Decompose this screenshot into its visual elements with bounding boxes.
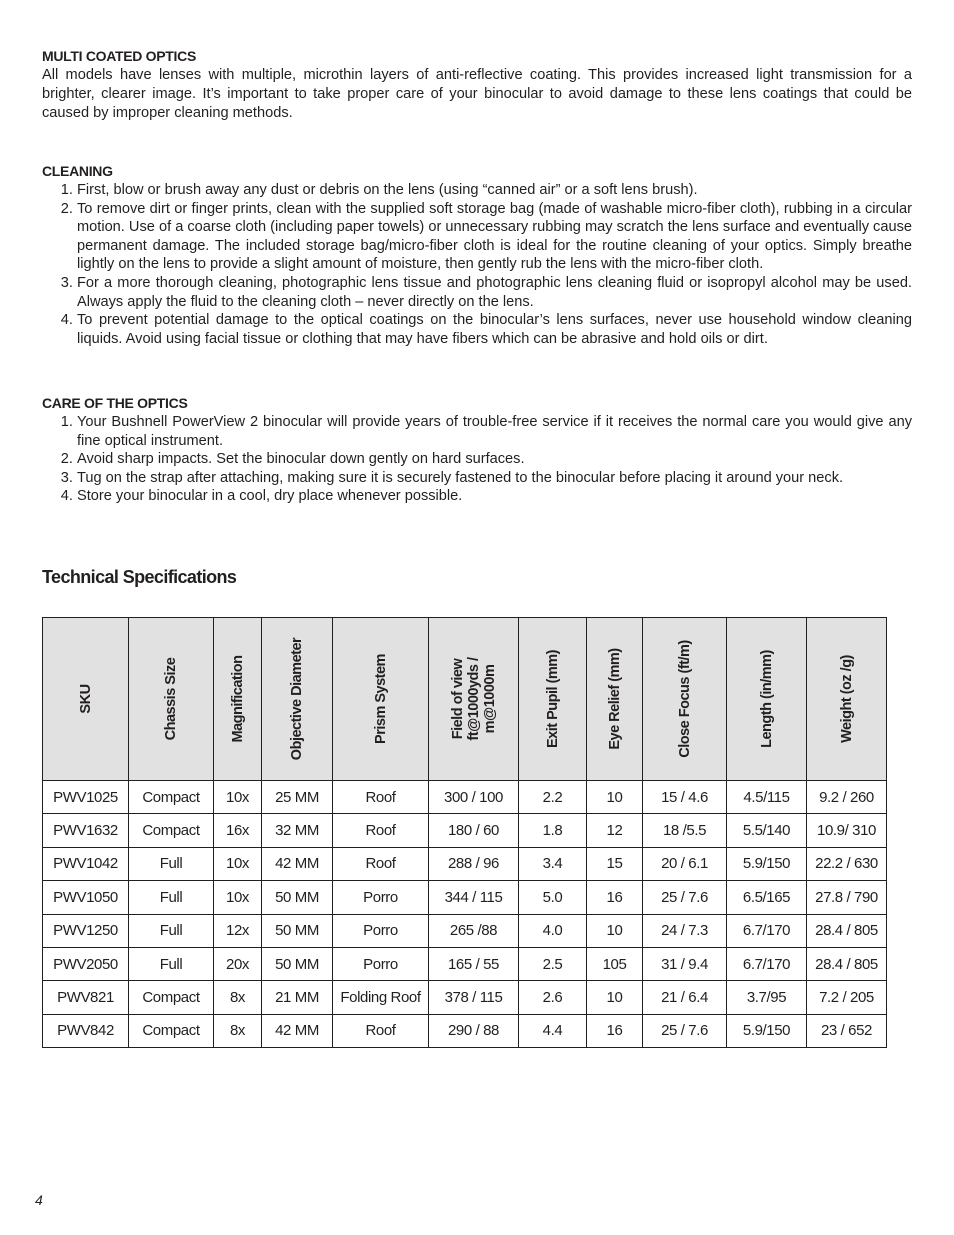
table-cell: 27.8 / 790 <box>807 881 887 914</box>
table-cell: 2.6 <box>519 981 587 1014</box>
table-cell: Full <box>129 847 214 880</box>
table-cell: 50 MM <box>262 947 333 980</box>
table-cell: 16 <box>587 881 643 914</box>
col-header-close-focus <box>643 618 727 781</box>
care-heading: CARE OF THE OPTICS <box>42 395 188 411</box>
table-cell: 290 / 88 <box>429 1014 519 1047</box>
col-header-label: Eye Relief (mm) <box>606 648 623 750</box>
cleaning-list <box>42 181 912 348</box>
cleaning-heading: CLEANING <box>42 163 113 179</box>
col-header-prism <box>333 618 429 781</box>
cleaning-step-1: 1. First, blow or brush away any dust or debris on the lens (using “canned air” or a soft lens brush). <box>77 181 912 200</box>
table-cell: Compact <box>129 1014 214 1047</box>
table-cell: 18 /5.5 <box>643 814 727 847</box>
table-cell: 21 MM <box>262 981 333 1014</box>
table-cell: 24 / 7.3 <box>643 914 727 947</box>
col-header-label: Field of view ft@1000yds / m@1000m <box>449 657 498 741</box>
cleaning-step-4: 4. To prevent potential damage to the optical coatings on the binocular’s lens surfaces, never use household window cleaning liquids. Avoid using facial tissue or clothing that may have fibers which can be abrasive and hold oils or dirt. <box>77 311 912 348</box>
table-cell: 165 / 55 <box>429 947 519 980</box>
table-cell: 12 <box>587 814 643 847</box>
table-cell: 15 / 4.6 <box>643 781 727 814</box>
table-cell: Full <box>129 947 214 980</box>
multi-coated-section <box>42 47 912 123</box>
specs-header-row <box>43 618 887 781</box>
table-row <box>43 981 887 1014</box>
table-cell: 42 MM <box>262 1014 333 1047</box>
table-row <box>43 781 887 814</box>
table-cell: 25 MM <box>262 781 333 814</box>
table-cell: Compact <box>129 781 214 814</box>
table-cell: PWV1025 <box>43 781 129 814</box>
table-cell: 10 <box>587 781 643 814</box>
table-cell: 16 <box>587 1014 643 1047</box>
col-header-label: Close Focus (ft/m) <box>676 640 693 758</box>
table-cell: 5.9/150 <box>727 1014 807 1047</box>
table-cell: 10x <box>214 781 262 814</box>
table-cell: 22.2 / 630 <box>807 847 887 880</box>
specs-body <box>43 781 887 1048</box>
col-header-magnification <box>214 618 262 781</box>
table-cell: Porro <box>333 914 429 947</box>
table-cell: 8x <box>214 981 262 1014</box>
cleaning-section <box>42 162 912 348</box>
col-header-label: SKU <box>77 684 94 714</box>
table-cell: 20 / 6.1 <box>643 847 727 880</box>
col-header-label: Magnification <box>229 655 246 743</box>
col-header-sku <box>43 618 129 781</box>
table-cell: 16x <box>214 814 262 847</box>
table-cell: 7.2 / 205 <box>807 981 887 1014</box>
table-cell: Roof <box>333 847 429 880</box>
col-header-length <box>727 618 807 781</box>
col-header-label: Length (in/mm) <box>758 650 775 748</box>
table-cell: Roof <box>333 814 429 847</box>
multi-coated-heading: MULTI COATED OPTICS <box>42 48 196 64</box>
col-header-weight <box>807 618 887 781</box>
table-cell: PWV2050 <box>43 947 129 980</box>
table-cell: 5.0 <box>519 881 587 914</box>
table-cell: 5.5/140 <box>727 814 807 847</box>
table-cell: 265 /88 <box>429 914 519 947</box>
table-cell: 9.2 / 260 <box>807 781 887 814</box>
table-cell: 344 / 115 <box>429 881 519 914</box>
table-cell: 12x <box>214 914 262 947</box>
care-section <box>42 394 912 506</box>
table-row <box>43 881 887 914</box>
table-cell: PWV1050 <box>43 881 129 914</box>
table-cell: 25 / 7.6 <box>643 881 727 914</box>
cleaning-step-3: 3. For a more thorough cleaning, photographic lens tissue and photographic lens cleaning fluid or isopropyl alcohol may be used. Always apply the fluid to the cleaning cloth – never directly on the lens. <box>77 274 912 311</box>
table-row <box>43 947 887 980</box>
table-cell: 6.7/170 <box>727 947 807 980</box>
table-cell: 20x <box>214 947 262 980</box>
table-cell: 288 / 96 <box>429 847 519 880</box>
specs-table <box>42 617 887 1048</box>
table-cell: PWV1250 <box>43 914 129 947</box>
table-cell: 300 / 100 <box>429 781 519 814</box>
col-header-eye-relief <box>587 618 643 781</box>
table-cell: 42 MM <box>262 847 333 880</box>
table-cell: 32 MM <box>262 814 333 847</box>
col-header-label: Prism System <box>372 654 389 744</box>
table-cell: 50 MM <box>262 881 333 914</box>
table-cell: 25 / 7.6 <box>643 1014 727 1047</box>
col-header-exit-pupil <box>519 618 587 781</box>
table-cell: 10 <box>587 914 643 947</box>
table-cell: 3.7/95 <box>727 981 807 1014</box>
table-cell: 31 / 9.4 <box>643 947 727 980</box>
table-cell: 3.4 <box>519 847 587 880</box>
table-cell: Full <box>129 881 214 914</box>
table-cell: 105 <box>587 947 643 980</box>
table-row <box>43 847 887 880</box>
care-step-4: 4. Store your binocular in a cool, dry place whenever possible. <box>77 487 912 506</box>
specs-title: Technical Specifications <box>42 567 237 587</box>
col-header-label: Objective Diameter <box>289 637 305 761</box>
table-cell: Compact <box>129 814 214 847</box>
table-cell: Roof <box>333 781 429 814</box>
col-header-chassis <box>129 618 214 781</box>
table-cell: Folding Roof <box>333 981 429 1014</box>
table-row <box>43 1014 887 1047</box>
table-cell: 21 / 6.4 <box>643 981 727 1014</box>
table-cell: 2.5 <box>519 947 587 980</box>
table-cell: Porro <box>333 881 429 914</box>
table-cell: 6.7/170 <box>727 914 807 947</box>
table-cell: PWV842 <box>43 1014 129 1047</box>
care-step-2: 2. Avoid sharp impacts. Set the binocular down gently on hard surfaces. <box>77 450 912 469</box>
col-header-objective <box>262 618 333 781</box>
multi-coated-body: All models have lenses with multiple, microthin layers of anti-reflective coating. This provides increased light transmission for a brighter, clearer image. It’s important to take proper care of your binocular to avoid damage to these lens coatings that could be caused by improper cleaning methods. <box>42 67 912 121</box>
table-row <box>43 814 887 847</box>
page-number: 4 <box>35 1192 43 1208</box>
care-list <box>42 413 912 506</box>
table-cell: 5.9/150 <box>727 847 807 880</box>
care-step-1: 1. Your Bushnell PowerView 2 binocular will provide years of trouble-free service if it receives the normal care you would give any fine optical instrument. <box>77 413 912 450</box>
table-cell: 4.4 <box>519 1014 587 1047</box>
table-cell: 180 / 60 <box>429 814 519 847</box>
table-cell: 23 / 652 <box>807 1014 887 1047</box>
table-cell: 4.0 <box>519 914 587 947</box>
table-row <box>43 914 887 947</box>
table-cell: 10 <box>587 981 643 1014</box>
table-cell: 1.8 <box>519 814 587 847</box>
table-cell: 8x <box>214 1014 262 1047</box>
table-cell: PWV1632 <box>43 814 129 847</box>
table-cell: 6.5/165 <box>727 881 807 914</box>
table-cell: Compact <box>129 981 214 1014</box>
care-step-3: 3. Tug on the strap after attaching, making sure it is securely fastened to the binocular before placing it around your neck. <box>77 469 912 488</box>
table-cell: 10x <box>214 847 262 880</box>
cleaning-step-2: 2. To remove dirt or finger prints, clean with the supplied soft storage bag (made of washable micro-fiber cloth), rubbing in a circular motion. Use of a coarse cloth (including paper towels) or unnecessary rubbing may scratch the lens surface and eventually cause permanent damage. The included storage bag/micro-fiber cloth is ideal for the routine cleaning of your optics. Simply breathe lightly on the lens to provide a slight amount of moisture, then gently rub the lens with the micro-fiber cloth. <box>77 200 912 274</box>
col-header-label: Weight (oz /g) <box>838 655 855 743</box>
table-cell: 4.5/115 <box>727 781 807 814</box>
table-cell: Roof <box>333 1014 429 1047</box>
table-cell: 28.4 / 805 <box>807 914 887 947</box>
col-header-label: Exit Pupil (mm) <box>544 649 561 749</box>
table-cell: PWV821 <box>43 981 129 1014</box>
table-cell: 10.9/ 310 <box>807 814 887 847</box>
table-cell: 15 <box>587 847 643 880</box>
table-cell: 28.4 / 805 <box>807 947 887 980</box>
table-cell: 10x <box>214 881 262 914</box>
table-cell: 2.2 <box>519 781 587 814</box>
table-cell: 378 / 115 <box>429 981 519 1014</box>
col-header-label: Chassis Size <box>163 657 179 741</box>
table-cell: 50 MM <box>262 914 333 947</box>
table-cell: Porro <box>333 947 429 980</box>
table-cell: PWV1042 <box>43 847 129 880</box>
table-cell: Full <box>129 914 214 947</box>
col-header-fov <box>429 618 519 781</box>
